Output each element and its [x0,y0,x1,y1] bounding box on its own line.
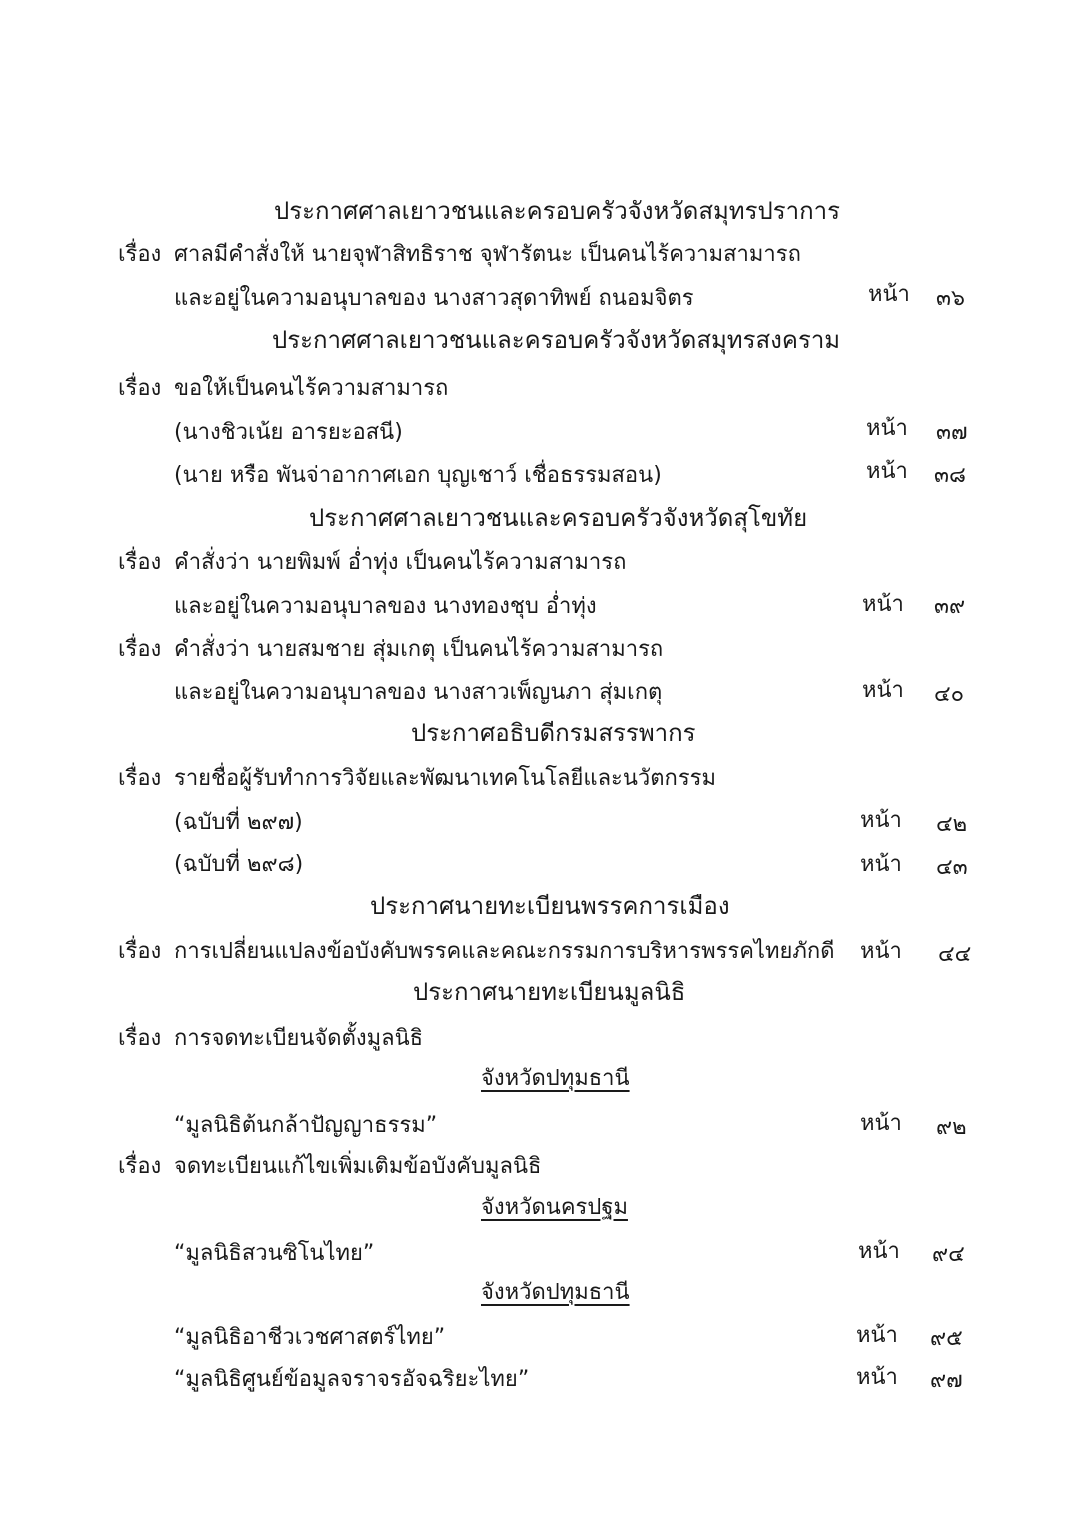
province-subheading: จังหวัดนครปฐม [481,1195,628,1220]
foundation-name: “มูลนิธิสวนซิโนไทย” [174,1241,375,1266]
page-label: หน้า [862,592,904,617]
topic-line [118,374,448,404]
topic-text: การจดทะเบียนจัดตั้งมูลนิธิ [174,1026,424,1051]
topic-label: เรื่อง [118,376,162,401]
section-heading: ประกาศนายทะเบียนมูลนิธิ [413,978,686,1006]
page-label: หน้า [866,459,908,484]
topic-continuation: และอยู่ในความอนุบาลของ นางทองชุบ อ่ำทุ่ง [174,594,597,619]
topic-line [118,764,716,794]
page-number: ๙๕ [930,1326,963,1351]
topic-text: ขอให้เป็นคนไร้ความสามารถ [174,376,449,401]
topic-continuation: (ฉบับที่ ๒๙๘) [174,852,304,877]
topic-continuation: (นาย หรือ พันจ่าอากาศเอก บุญเชาว์ เชื่อธรรมสอน) [174,463,662,488]
page-label: หน้า [856,1323,898,1348]
topic-continuation: (ฉบับที่ ๒๙๗) [174,810,303,835]
foundation-name: “มูลนิธิต้นกล้าปัญญาธรรม” [174,1113,438,1138]
topic-line [118,548,626,578]
page-label: หน้า [860,1111,902,1136]
page-number: ๓๖ [936,286,966,311]
topic-text: ศาลมีคำสั่งให้ นายจุฬาสิทธิราช จุฬารัตนะ เป็นคนไร้ความสามารถ [174,242,801,267]
topic-text: รายชื่อผู้รับทำการวิจัยและพัฒนาเทคโนโลยีและนวัตกรรม [174,766,716,791]
topic-continuation: (นางชิวเน้ย อารยะอสนี) [174,420,403,445]
topic-continuation: และอยู่ในความอนุบาลของ นางสาวเพ็ญนภา สุ่มเกตุ [174,680,663,705]
topic-text: คำสั่งว่า นายพิมพ์ อ่ำทุ่ง เป็นคนไร้ความสามารถ [174,550,627,575]
section-heading: ประกาศศาลเยาวชนและครอบครัวจังหวัดสุโขทัย [309,504,808,532]
province-subheading: จังหวัดปทุมธานี [481,1066,630,1091]
page-label: หน้า [862,678,904,703]
topic-line [118,937,834,967]
topic-continuation: และอยู่ในความอนุบาลของ นางสาวสุดาทิพย์ ถนอมจิตร [174,286,694,311]
page-label: หน้า [858,1239,900,1264]
topic-line [118,240,801,270]
topic-text: จดทะเบียนแก้ไขเพิ่มเติมข้อบังคับมูลนิธิ [174,1154,542,1179]
page-number: ๓๘ [934,463,967,488]
topic-text: คำสั่งว่า นายสมชาย สุ่มเกตุ เป็นคนไร้ความสามารถ [174,637,664,662]
page-number: ๔๒ [936,812,968,837]
foundation-name: “มูลนิธิศูนย์ข้อมูลจราจรอัจฉริยะไทย” [174,1367,530,1392]
province-subheading: จังหวัดปทุมธานี [481,1280,630,1305]
page-number: ๙๗ [930,1368,963,1393]
page-label: หน้า [860,808,902,833]
section-heading: ประกาศศาลเยาวชนและครอบครัวจังหวัดสมุทรปราการ [274,197,841,225]
page-label: หน้า [860,852,902,877]
page-number: ๓๗ [936,420,968,445]
topic-line [118,1152,541,1182]
page-label: หน้า [866,416,908,441]
topic-label: เรื่อง [118,637,162,662]
foundation-name: “มูลนิธิอาชีวเวชศาสตร์ไทย” [174,1325,446,1350]
topic-text: การเปลี่ยนแปลงข้อบังคับพรรคและคณะกรรมการบริหารพรรคไทยภักดี [174,939,835,964]
page-number: ๙๒ [936,1115,967,1140]
section-heading: ประกาศศาลเยาวชนและครอบครัวจังหวัดสมุทรสงคราม [272,326,841,354]
topic-line [118,635,663,665]
page-label: หน้า [860,939,902,964]
topic-line [118,1024,423,1054]
page-number: ๔๐ [934,682,965,707]
page-label: หน้า [856,1365,898,1390]
page-number: ๓๙ [934,594,966,619]
topic-label: เรื่อง [118,939,162,964]
page-number: ๙๔ [932,1242,965,1267]
page-number: ๔๓ [936,855,968,880]
topic-label: เรื่อง [118,550,162,575]
page-number: ๔๔ [938,942,972,967]
page-label: หน้า [868,282,910,307]
topic-label: เรื่อง [118,242,162,267]
topic-label: เรื่อง [118,766,162,791]
topic-label: เรื่อง [118,1154,162,1179]
topic-label: เรื่อง [118,1026,162,1051]
section-heading: ประกาศอธิบดีกรมสรรพากร [411,719,696,747]
section-heading: ประกาศนายทะเบียนพรรคการเมือง [370,892,730,920]
